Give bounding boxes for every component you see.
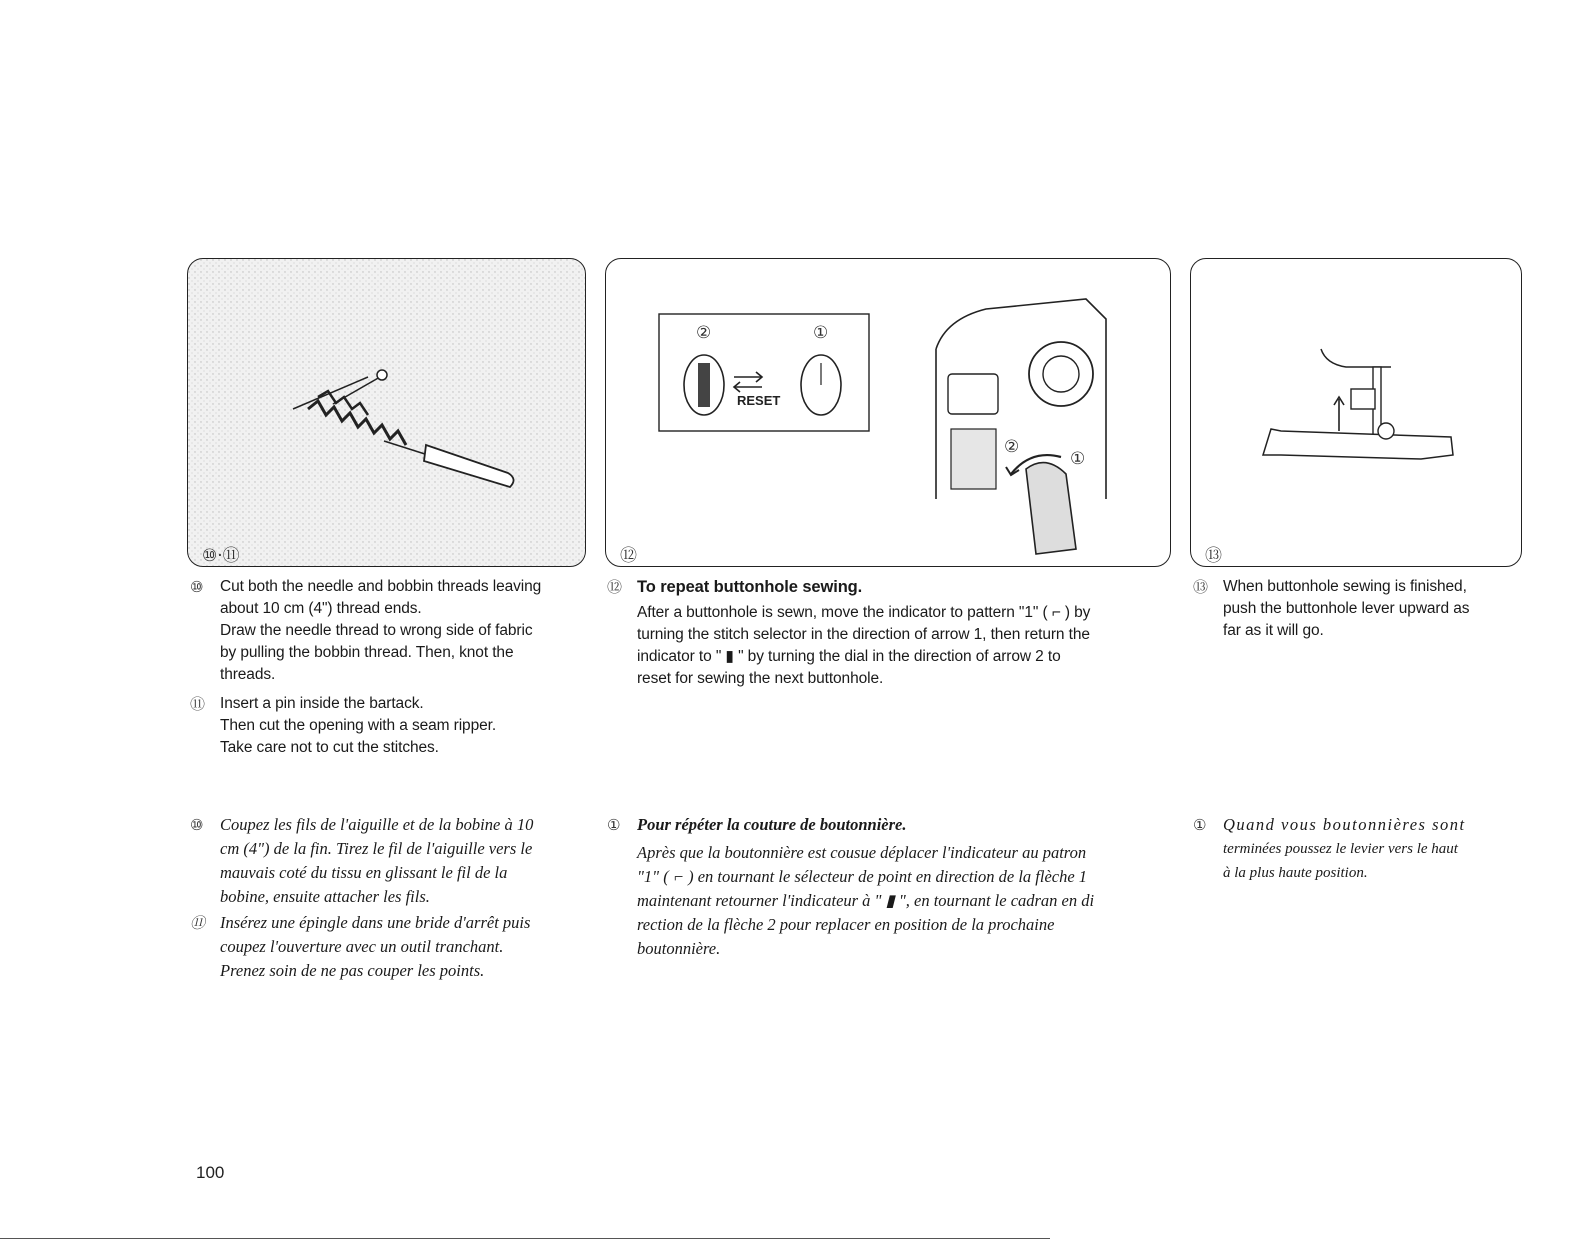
text-line: reset for sewing the next buttonhole. [637,670,884,687]
text-line: maintenant retourner l'indicateur à " ▮ ", en tournant le cadran en di [637,891,1095,910]
french-col-3 [1193,813,1533,885]
seam-ripper-illustration [188,259,585,566]
indicator-number-1: ① [813,323,829,343]
text-line: about 10 cm (4") thread ends. [220,600,422,617]
figure-label: ⑬ [1205,546,1222,566]
step-number: ⑩ [190,578,204,596]
text-line: terminées poussez le levier vers le haut [1223,841,1458,857]
text-line: Cut both the needle and bobbin threads leaving [220,578,542,595]
step-13-french [1193,813,1533,885]
figure-label: ⑫ [620,546,637,566]
page-number: 100 [196,1163,225,1182]
english-col-2 [607,576,1177,690]
figure-label: ⑩·⑪ [202,546,240,566]
text-line: coupez l'ouverture avec un outil tranchant. [220,937,504,956]
step-12-french [607,813,1177,961]
text-line: Then cut the opening with a seam ripper. [220,717,497,734]
dial-arrow-2-label: ② [1004,437,1020,457]
english-col-1 [190,576,600,759]
text-line: Après que la boutonnière est cousue déplacer l'indicateur au patron [637,843,1087,862]
step-number: ⑫ [607,578,622,596]
text-line: threads. [220,666,276,683]
step-13-english [1193,576,1533,642]
text-line: turning the stitch selector in the direction of arrow 1, then return the [637,626,1090,643]
selector-dial-illustration [606,259,1170,566]
text-line: Coupez les fils de l'aiguille et de la bobine à 10 [220,815,534,834]
step-11-english [190,693,600,759]
text-line: Prenez soin de ne pas couper les points. [220,961,485,980]
section-heading: To repeat buttonhole sewing. [637,578,863,596]
text-line: Take care not to cut the stitches. [220,739,439,756]
step-10-french [190,813,600,909]
step-10-english [190,576,600,686]
text-line: When buttonhole sewing is finished, [1223,578,1467,595]
dial-arrow-1-label: ① [1070,449,1086,469]
text-line: à la plus haute position. [1223,865,1368,881]
text-line: Insérez une épingle dans une bride d'arrêt puis [220,913,531,932]
buttonhole-lever-illustration [1191,259,1521,566]
text-line: After a buttonhole is sewn, move the indicator to pattern "1" ( ⌐ ) by [637,604,1091,621]
text-line: Quand vous boutonnières sont [1223,815,1466,834]
text-line: cm (4") de la fin. Tirez le fil de l'aiguille vers le [220,839,533,858]
french-col-1 [190,813,600,983]
reset-label: RESET [737,393,781,408]
text-line: boutonnière. [637,939,721,958]
figure-buttonhole-lever [1190,258,1522,567]
step-number: ⑪ [190,914,206,932]
step-number: ① [607,816,621,834]
step-12-english [607,576,1177,690]
text-line: far as it will go. [1223,622,1324,639]
text-line: by pulling the bobbin thread. Then, knot the [220,644,514,661]
text-line: "1" ( ⌐ ) en tournant le sélecteur de point en direction de la flèche 1 [637,867,1088,886]
text-line: mauvais coté du tissu en glissant le fil de la [220,863,508,882]
bottom-rule [0,1238,1050,1239]
text-line: Insert a pin inside the bartack. [220,695,424,712]
section-heading: Pour répéter la couture de boutonnière. [637,815,907,834]
figure-reset-indicator [605,258,1171,567]
french-col-2 [607,813,1177,961]
text-line: indicator to " ▮ " by turning the dial in the direction of arrow 2 to [637,648,1061,665]
step-number: ① [1193,816,1207,834]
text-line: Draw the needle thread to wrong side of fabric [220,622,533,639]
text-line: rection de la flèche 2 pour replacer en position de la prochaine [637,915,1055,934]
english-col-3 [1193,576,1533,642]
text-line: push the buttonhole lever upward as [1223,600,1470,617]
step-11-french [190,911,600,983]
indicator-number-2: ② [696,323,712,343]
step-number: ⑩ [190,816,204,834]
step-number: ⑬ [1193,578,1208,596]
step-number: ⑪ [190,695,205,713]
text-line: bobine, ensuite attacher les fils. [220,887,430,906]
figure-cut-threads [187,258,586,567]
